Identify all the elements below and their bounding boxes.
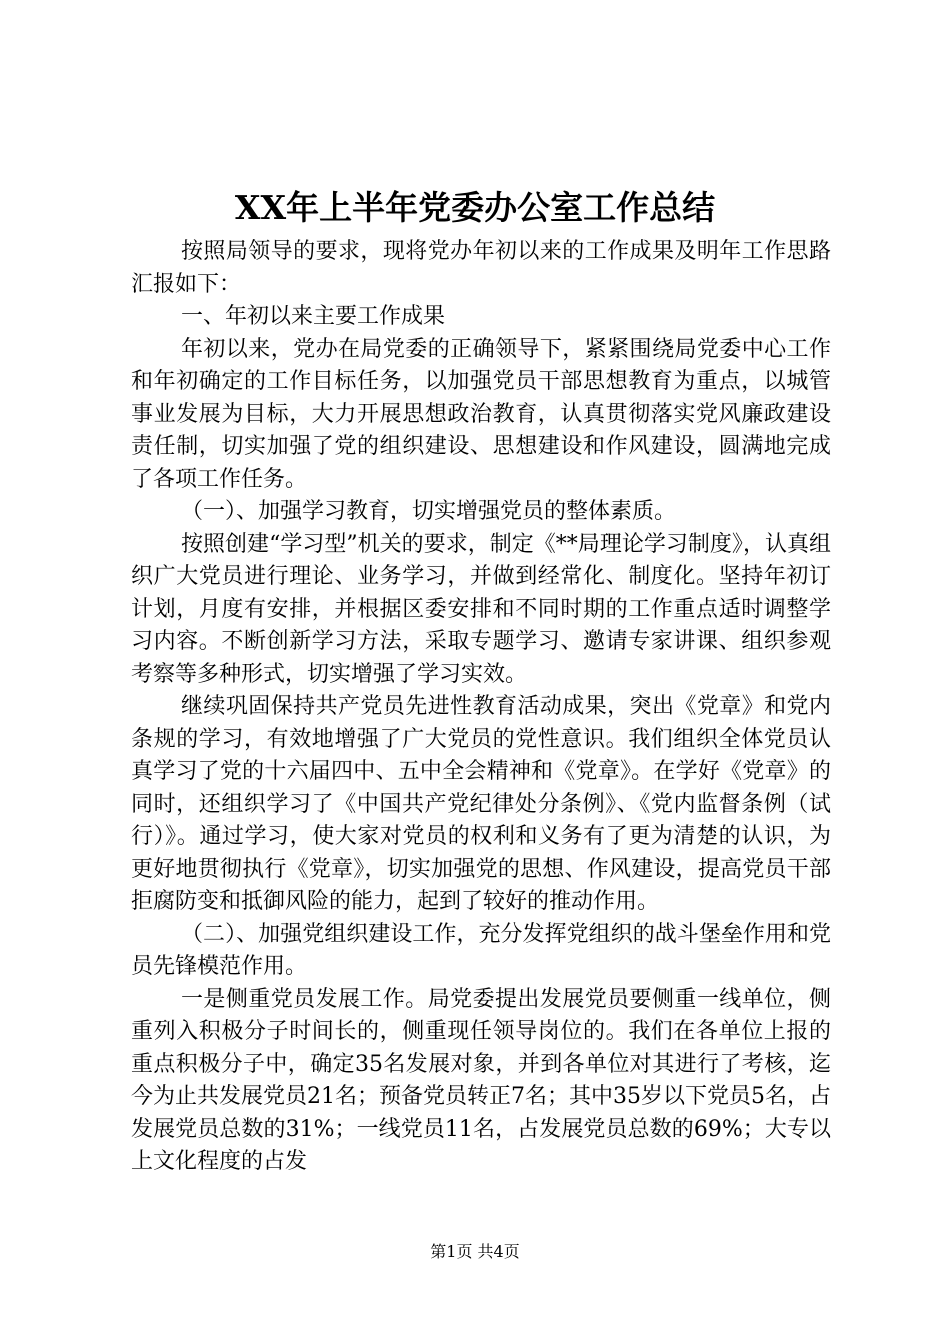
paragraph-study-system: 按照创建“学习型”机关的要求，制定《**局理论学习制度》，认真组织广大党员进行理论、业务学习，并做到经常化、制度化。坚持年初订计划，月度有安排，并根据区委安排和不同时期的工作重点适时调整学习内容。不断创新学习方法，采取专题学习、邀请专家讲课、组织参观考察等多种形式，切实增强了学习实效。 [131, 531, 831, 687]
document-title: XX年上半年党委办公室工作总结 [234, 188, 716, 227]
subsection-heading-2: （二）、加强党组织建设工作，充分发挥党组织的战斗堡垒作用和党员先锋模范作用。 [131, 921, 831, 979]
subsection-heading-1: （一）、加强学习教育，切实增强党员的整体素质。 [181, 499, 677, 524]
paragraph-overview: 年初以来，党办在局党委的正确领导下，紧紧围绕局党委中心工作和年初确定的工作目标任务，以加强党员干部思想教育为重点，以城管事业发展为目标，大力开展思想政治教育，认真贯彻落实党风廉政建设责任制，切实加强了党的组织建设、思想建设和作风建设，圆满地完成了各项工作任务。 [131, 336, 831, 492]
section-heading-1: 一、年初以来主要工作成果 [181, 304, 446, 329]
page-footer: 第1页 共4页 [430, 1242, 520, 1261]
paragraph-party-constitution: 继续巩固保持共产党员先进性教育活动成果，突出《党章》和党内条规的学习，有效地增强了广大党员的党性意识。我们组织全体党员认真学习了党的十六届四中、五中全会精神和《党章》。在学好《党章》的同时，还组织学习了《中国共产党纪律处分条例》、《党内监督条例（试行）》。通过学习，使大家对党员的权利和义务有了更为清楚的认识，为更好地贯彻执行《党章》，切实加强党的思想、作风建设，提高党员干部拒腐防变和抵御风险的能力，起到了较好的推动作用。 [131, 694, 831, 914]
paragraph-intro: 按照局领导的要求，现将党办年初以来的工作成果及明年工作思路汇报如下： [131, 239, 831, 297]
paragraph-member-development: 一是侧重党员发展工作。局党委提出发展党员要侧重一线单位，侧重列入积极分子时间长的，侧重现任领导岗位的。我们在各单位上报的重点积极分子中，确定35名发展对象，并到各单位对其进行了考核，迄今为止共发展党员21名；预备党员转正7名；其中35岁以下党员5名，占发展党员总数的31%；一线党员11名，占发展党员总数的69%；大专以上文化程度的占发 [131, 986, 831, 1174]
document-body [131, 236, 831, 1179]
